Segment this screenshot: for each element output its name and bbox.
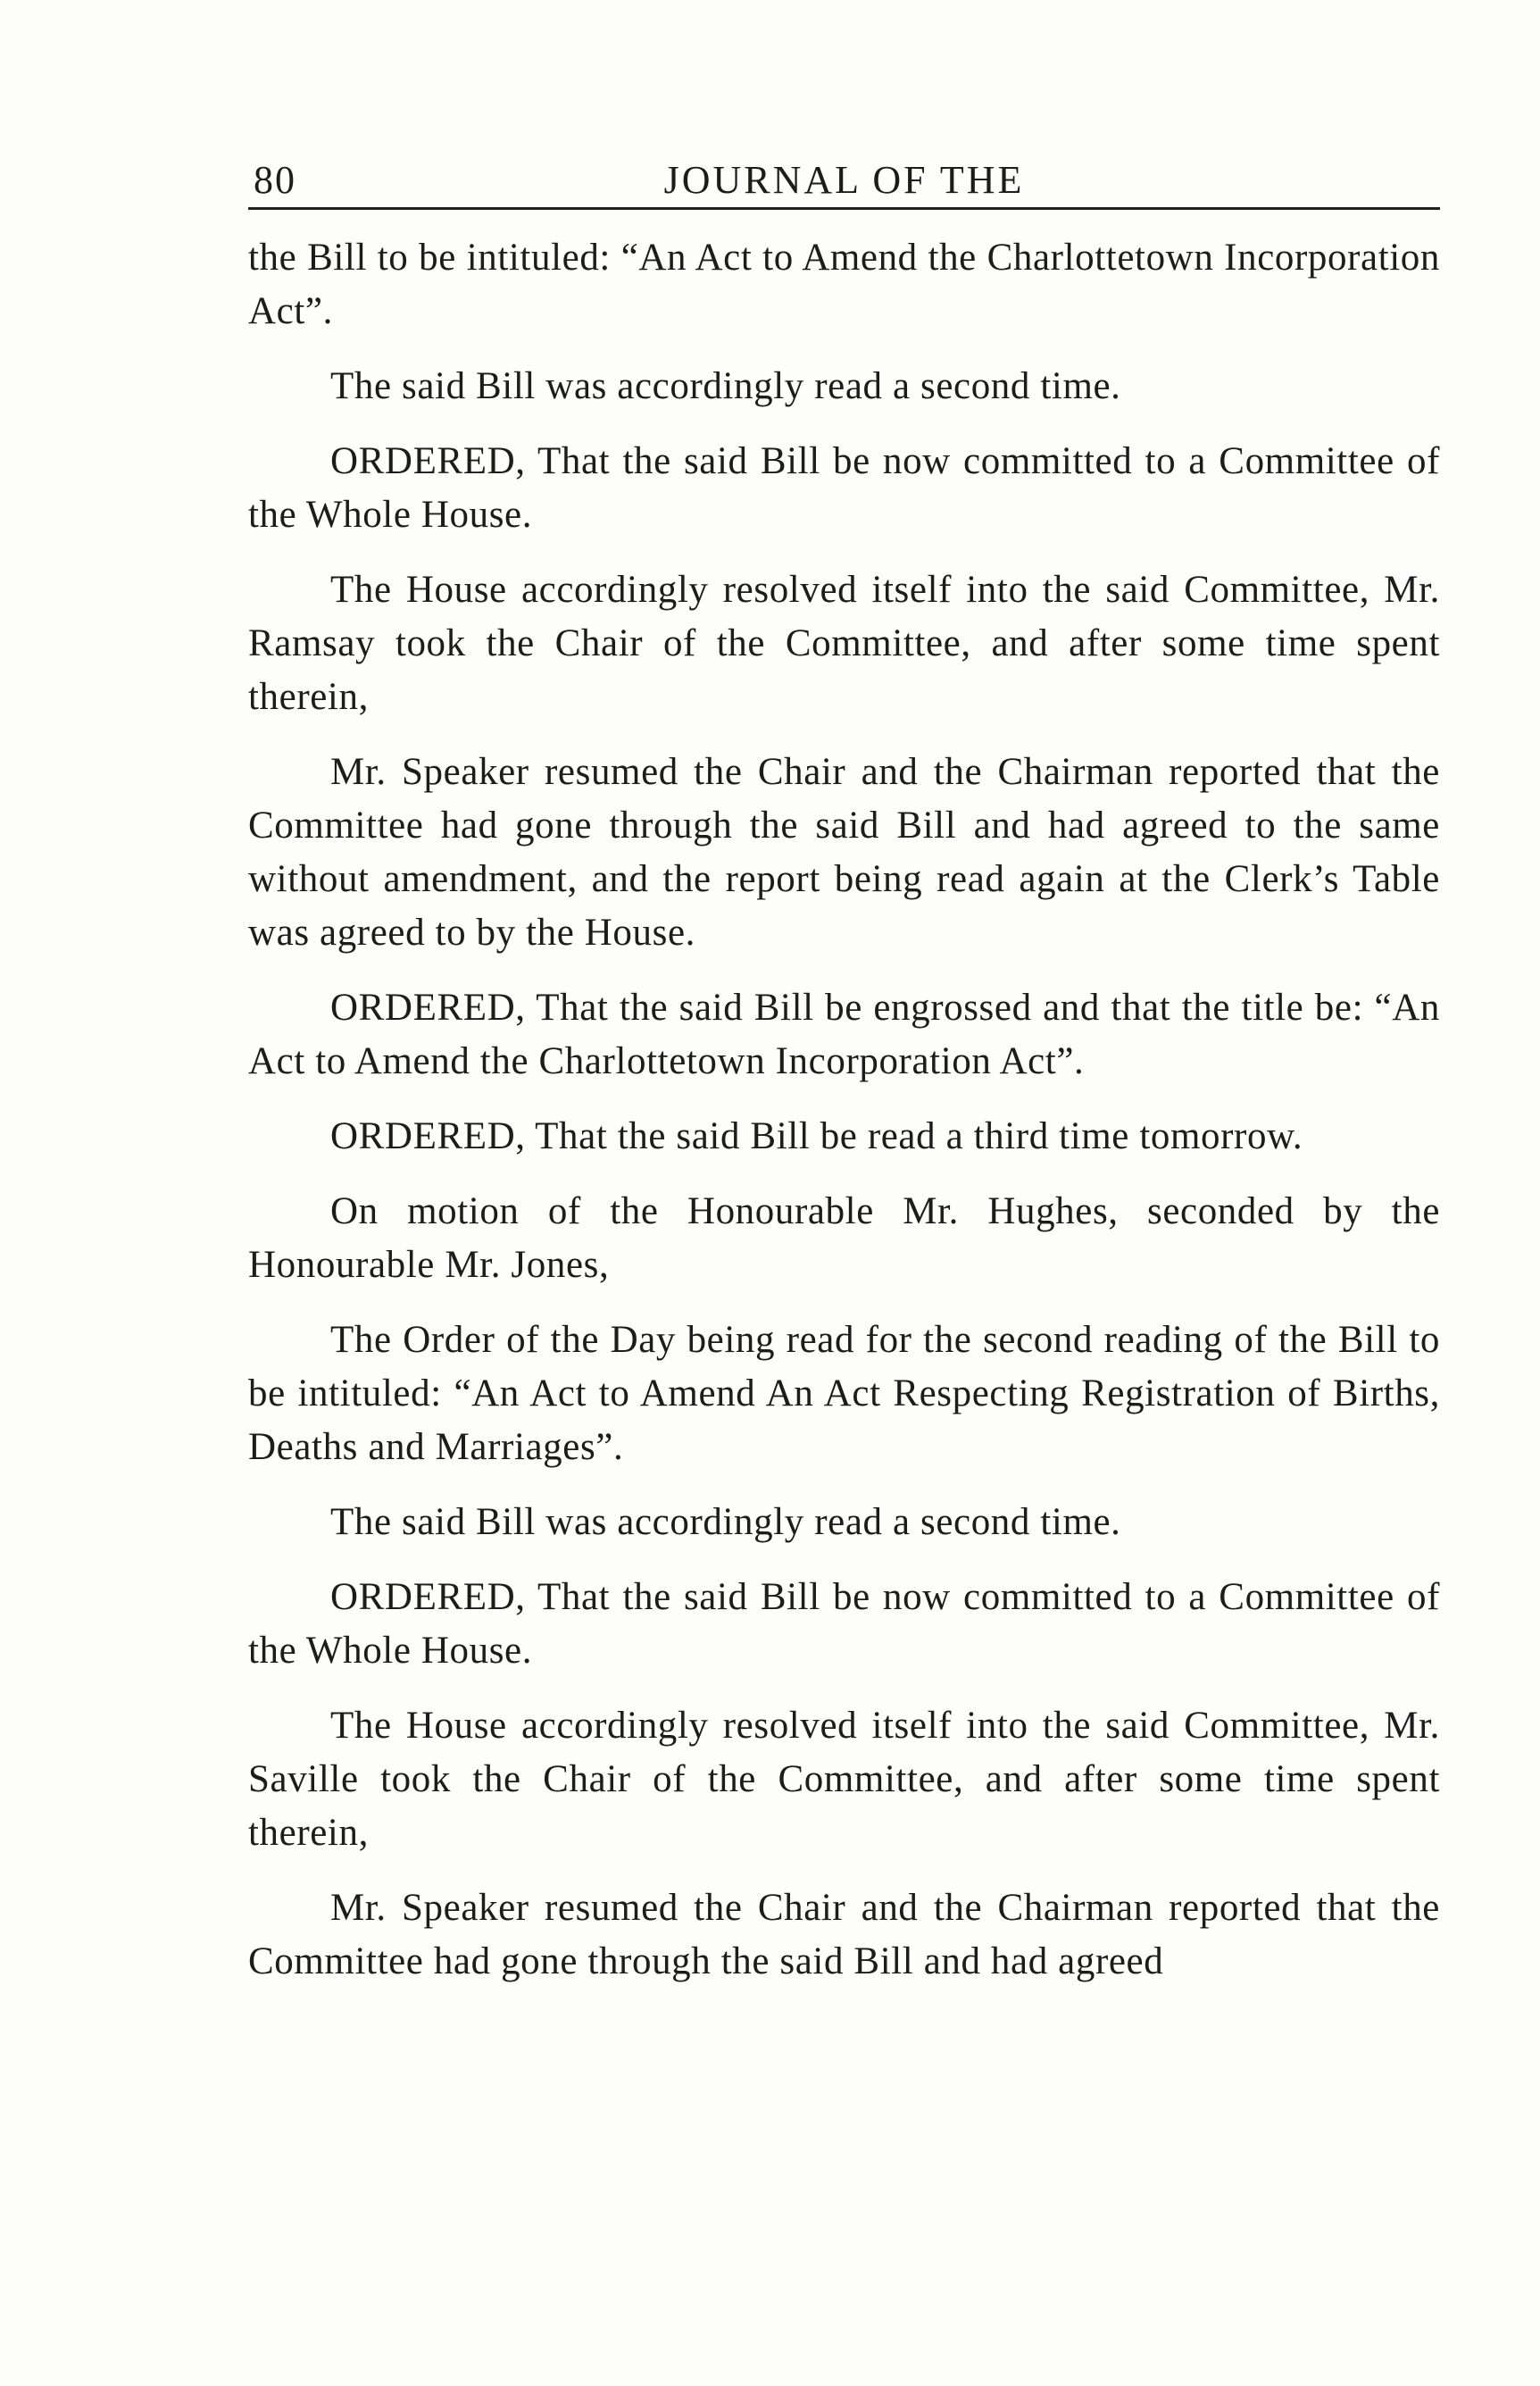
- paragraph-ordered-engrossed: ORDERED, That the said Bill be engrossed and that the title be: “An Act to Amend the Charlottetown Incorporation Act”.: [248, 987, 1440, 1082]
- journal-body: [248, 231, 1440, 1989]
- paragraph-second-reading-2: The said Bill was accordingly read a second time.: [330, 1501, 1121, 1543]
- running-head: JOURNAL OF THE: [663, 158, 1025, 202]
- paragraph-motion: On motion of the Honourable Mr. Hughes, seconded by the Honourable Mr. Jones,: [248, 1190, 1440, 1286]
- page-number: 80: [254, 158, 296, 202]
- paragraph-ordered-committed: ORDERED, That the said Bill be now committed to a Committee of the Whole House.: [248, 440, 1440, 536]
- journal-page: [248, 152, 1440, 2010]
- page-header: [248, 152, 1440, 210]
- paragraph-continuation: the Bill to be intituled: “An Act to Amend the Charlottetown Incorporation Act”.: [248, 237, 1440, 332]
- paragraph-ordered-third-reading: ORDERED, That the said Bill be read a third time tomorrow.: [330, 1115, 1303, 1157]
- paragraph-committee-resolved-2: The House accordingly resolved itself into the said Committee, Mr. Saville took the Chair of the Committee, and after some time spent therein,: [248, 1705, 1440, 1854]
- paragraph-speaker-resumed-2: Mr. Speaker resumed the Chair and the Chairman reported that the Committee had gone through the said Bill and had agreed: [248, 1887, 1440, 1982]
- paragraph-speaker-resumed: Mr. Speaker resumed the Chair and the Chairman reported that the Committee had gone through the said Bill and had agreed to the same without amendment, and the report being read again at the Clerk’s Table was agreed to by the House.: [248, 751, 1440, 954]
- paragraph-committee-resolved: The House accordingly resolved itself into the said Committee, Mr. Ramsay took the Chair of the Committee, and after some time spent therein,: [248, 569, 1440, 718]
- paragraph-ordered-committed-2: ORDERED, That the said Bill be now committed to a Committee of the Whole House.: [248, 1576, 1440, 1672]
- paragraph-order-of-day: The Order of the Day being read for the second reading of the Bill to be intituled: “An Act to Amend An Act Respecting Registration of Births, Deaths and Marriages”.: [248, 1319, 1440, 1468]
- paragraph-second-reading: The said Bill was accordingly read a second time.: [330, 365, 1121, 407]
